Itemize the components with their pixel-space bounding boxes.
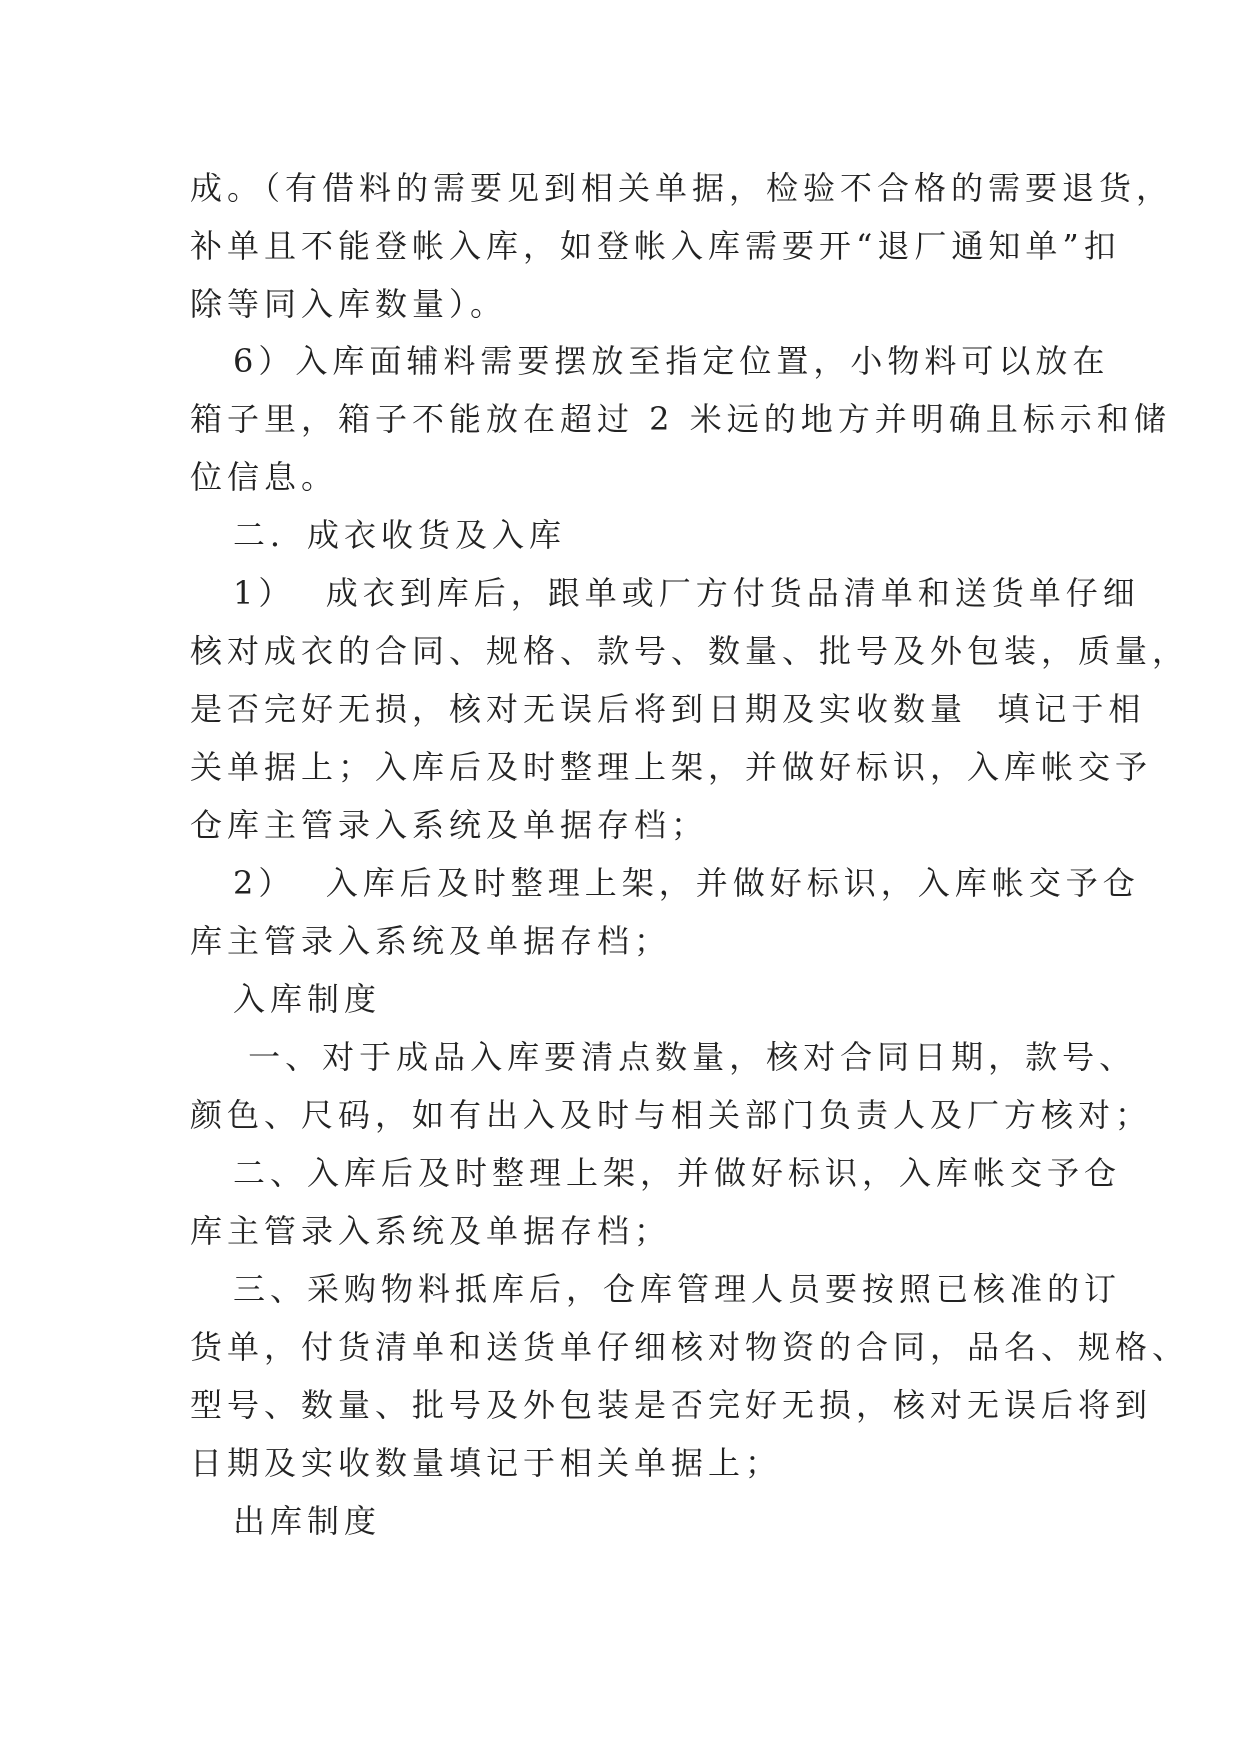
text-line: 货单，付货清单和送货单仔细核对物资的合同，品名、规格、 (190, 1328, 1190, 1366)
text-line: 二、入库后及时整理上架，并做好标识，入库帐交予仓 (233, 1154, 1122, 1192)
text-line: 除等同入库数量）。 (190, 285, 508, 323)
text-line: 补单且不能登帐入库，如登帐入库需要开“退厂通知单”扣 (190, 227, 1121, 265)
section-heading: 出库制度 (233, 1502, 382, 1540)
text-line: 2） 入库后及时整理上架，并做好标识，入库帐交予仓 (233, 864, 1140, 902)
section-heading: 入库制度 (233, 980, 382, 1018)
text-line: 是否完好无损，核对无误后将到日期及实收数量 填记于相 (190, 690, 1146, 728)
text-line: 一、对于成品入库要清点数量，核对合同日期，款号、 (233, 1038, 1137, 1076)
section-heading: 二．成衣收货及入库 (233, 516, 567, 554)
text-line: 位信息。 (190, 458, 339, 496)
text-line: 库主管录入系统及单据存档； (190, 1212, 672, 1250)
text-line: 三、采购物料抵库后，仓库管理人员要按照已核准的订 (233, 1270, 1122, 1308)
text-line: 6）入库面辅料需要摆放至指定位置，小物料可以放在 (233, 342, 1110, 380)
text-line: 颜色、尺码，如有出入及时与相关部门负责人及厂方核对； (190, 1096, 1153, 1134)
text-line: 核对成衣的合同、规格、款号、数量、批号及外包装，质量， (190, 632, 1190, 670)
text-line: 箱子里，箱子不能放在超过 2 米远的地方并明确且标示和储 (190, 400, 1171, 438)
text-line: 仓库主管录入系统及单据存档； (190, 806, 709, 844)
text-line: 成。（有借料的需要见到相关单据，检验不合格的需要退货， (190, 169, 1174, 207)
text-line: 型号、数量、批号及外包装是否完好无损，核对无误后将到 (190, 1386, 1153, 1424)
text-line: 关单据上；入库后及时整理上架，并做好标识，入库帐交予 (190, 748, 1153, 786)
text-line: 日期及实收数量填记于相关单据上； (190, 1444, 783, 1482)
text-line: 1） 成衣到库后，跟单或厂方付货品清单和送货单仔细 (233, 574, 1140, 612)
text-line: 库主管录入系统及单据存档； (190, 922, 672, 960)
